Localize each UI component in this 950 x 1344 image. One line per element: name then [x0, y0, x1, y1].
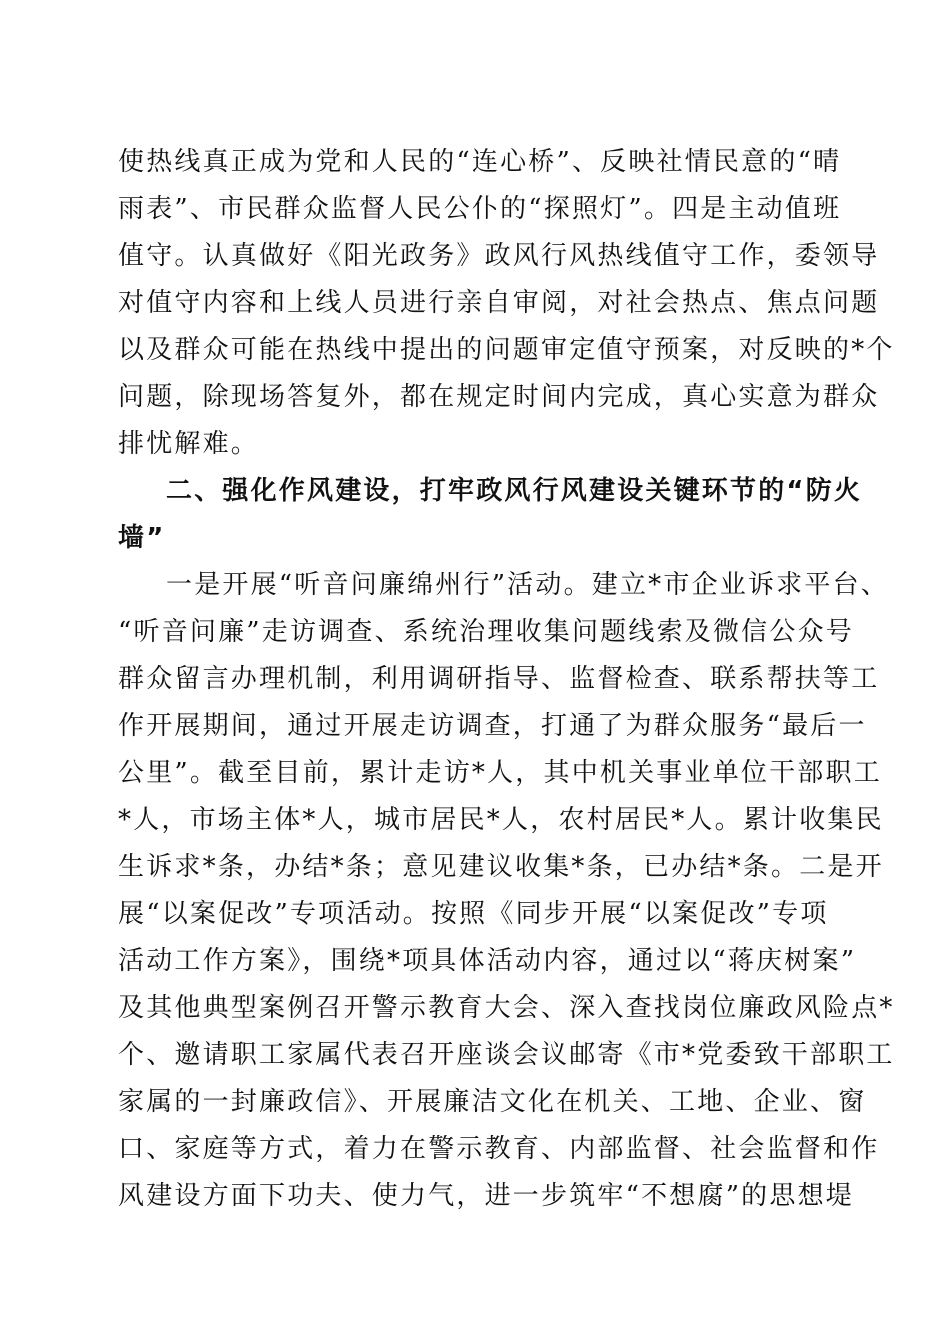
text-line: 生诉求*条，办结*条；意见建议收集*条，已办结*条。二是开: [118, 852, 884, 882]
text-line: 以及群众可能在热线中提出的问题审定值守预案，对反映的*个: [118, 335, 895, 365]
heading-line: 二、强化作风建设，打牢政风行风建设关键环节的“防火: [166, 476, 863, 506]
text-line: 群众留言办理机制，利用调研指导、监督检查、联系帮扶等工: [118, 664, 880, 694]
text-line: 个、邀请职工家属代表召开座谈会议邮寄《市*党委致干部职工: [118, 1040, 895, 1070]
text-line: 公里”。截至目前，累计走访*人，其中机关事业单位干部职工: [118, 758, 882, 788]
text-line: 作开展期间，通过开展走访调查，打通了为群众服务“最后一: [118, 711, 867, 741]
text-line: 一是开展“听音问廉绵州行”活动。建立*市企业诉求平台、: [166, 570, 889, 600]
text-line: 展“以案促改”专项活动。按照《同步开展“以案促改”专项: [118, 899, 829, 929]
text-line: 风建设方面下功夫、使力气，进一步筑牢“不想腐”的思想堤: [118, 1181, 854, 1211]
text-line: 家属的一封廉政信》、开展廉洁文化在机关、工地、企业、窗: [118, 1087, 867, 1117]
text-line: 口、家庭等方式，着力在警示教育、内部监督、社会监督和作: [118, 1134, 880, 1164]
text-line: 雨表”、市民群众监督人民公仆的“探照灯”。四是主动值班: [118, 194, 842, 224]
text-line: 问题，除现场答复外，都在规定时间内完成，真心实意为群众: [118, 382, 880, 412]
text-line: 对值守内容和上线人员进行亲自审阅，对社会热点、焦点问题: [118, 288, 880, 318]
text-line: *人，市场主体*人，城市居民*人，农村居民*人。累计收集民: [118, 805, 884, 835]
text-line: 排忧解难。: [118, 429, 260, 459]
heading-line: 墙”: [118, 523, 166, 553]
text-line: 值守。认真做好《阳光政务》政风行风热线值守工作，委领导: [118, 241, 880, 271]
text-line: 使热线真正成为党和人民的“连心桥”、反映社情民意的“晴: [118, 147, 842, 177]
text-line: “听音问廉”走访调查、系统治理收集问题线索及微信公众号: [118, 617, 854, 647]
text-line: 活动工作方案》，围绕*项具体活动内容，通过以“蒋庆树案”: [118, 946, 857, 976]
text-line: 及其他典型案例召开警示教育大会、深入查找岗位廉政风险点*: [118, 993, 895, 1023]
